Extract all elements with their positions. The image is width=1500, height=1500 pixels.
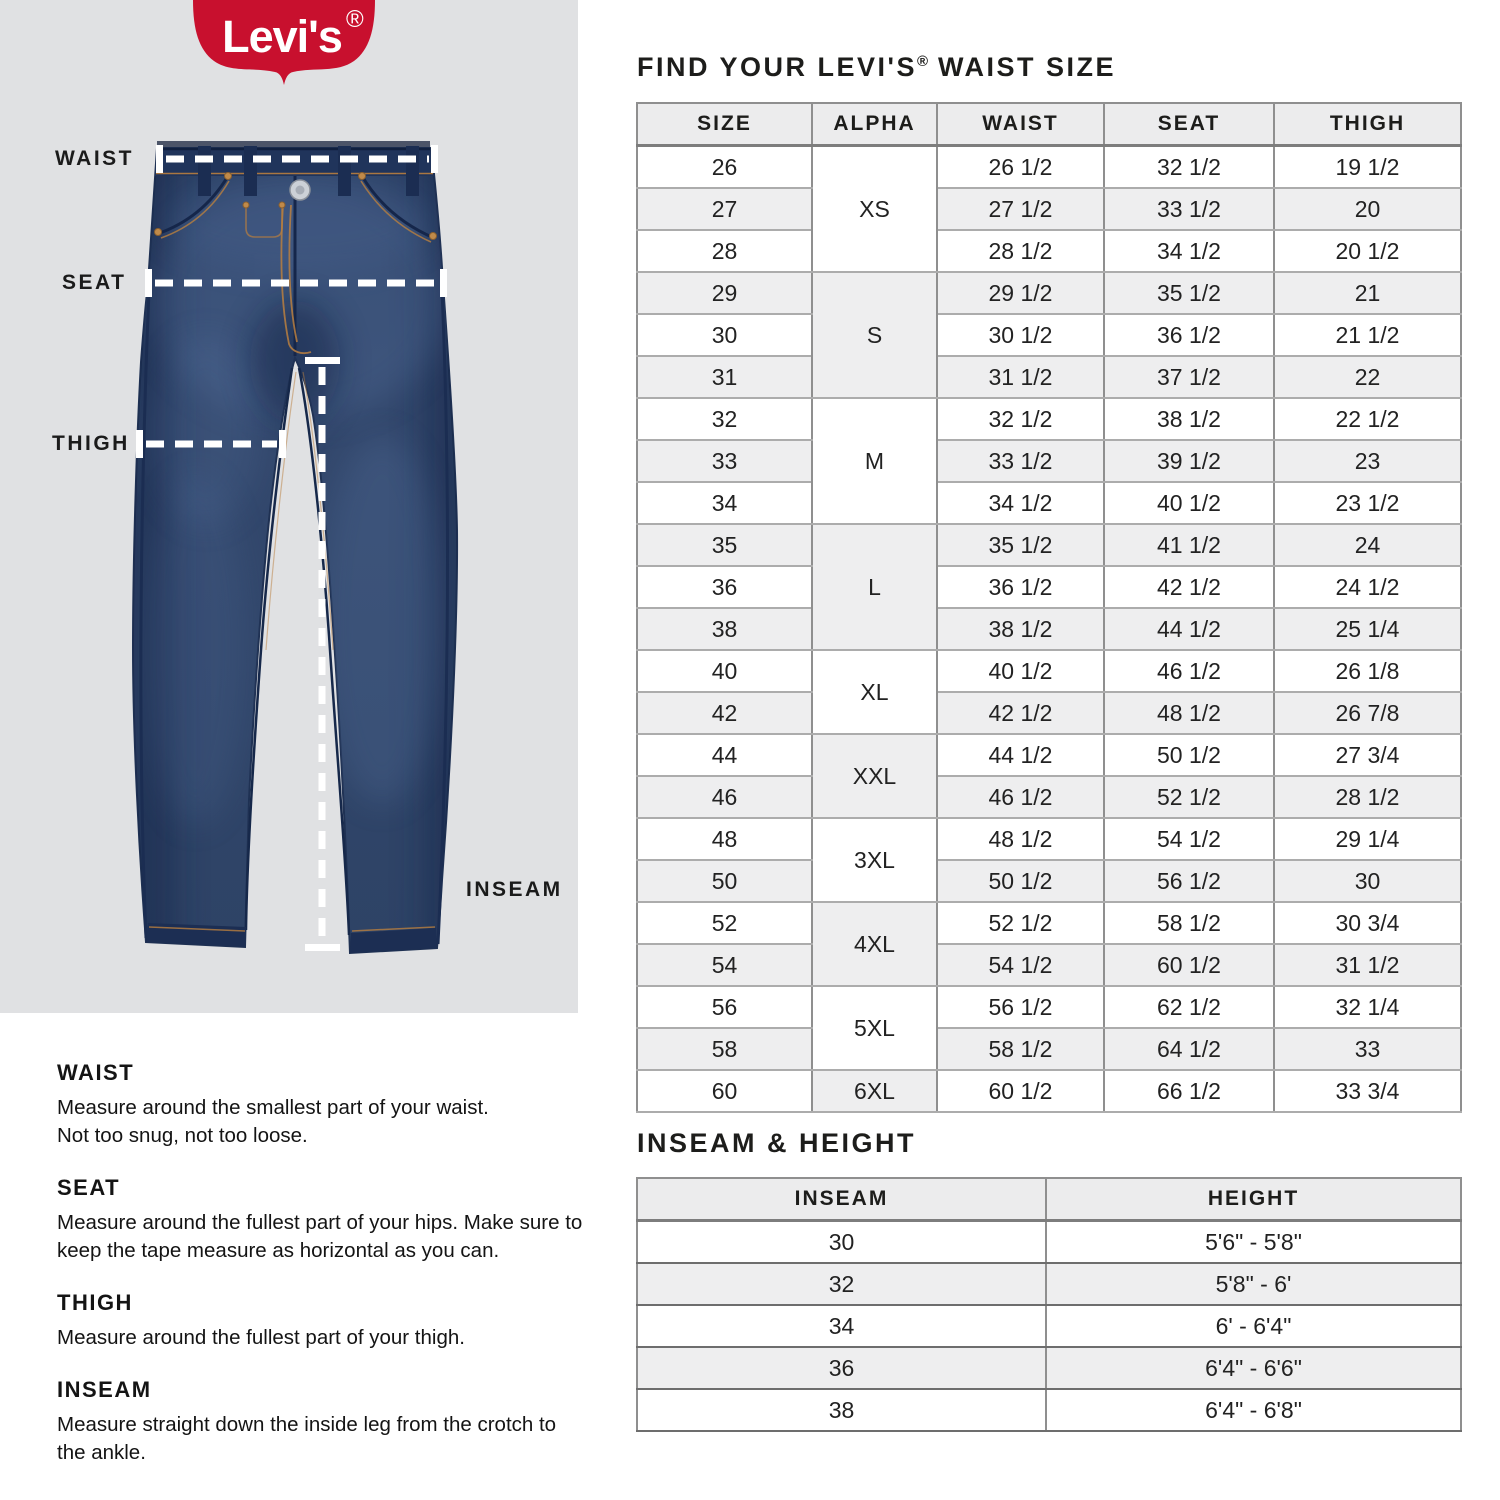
waist-cell: 58 1/2 <box>937 1028 1104 1070</box>
seat-cell: 41 1/2 <box>1104 524 1274 566</box>
seat-cell: 35 1/2 <box>1104 272 1274 314</box>
size-table-row <box>637 1028 1461 1070</box>
waist-cell: 29 1/2 <box>937 272 1104 314</box>
size-cell: 40 <box>637 650 812 692</box>
alpha-cell: XL <box>812 650 937 734</box>
size-cell: 31 <box>637 356 812 398</box>
thigh-cell: 24 1/2 <box>1274 566 1461 608</box>
inseam-height-title: INSEAM & HEIGHT <box>637 1128 917 1158</box>
waist-cell: 32 1/2 <box>937 398 1104 440</box>
size-table-row <box>637 986 1461 1028</box>
thigh-cell: 30 3/4 <box>1274 902 1461 944</box>
waist-cell: 40 1/2 <box>937 650 1104 692</box>
size-cell: 32 <box>637 398 812 440</box>
size-table-header: SIZE <box>637 103 812 146</box>
seat-cell: 62 1/2 <box>1104 986 1274 1028</box>
thigh-cell: 20 1/2 <box>1274 230 1461 272</box>
alpha-cell: 4XL <box>812 902 937 986</box>
size-table-row <box>637 566 1461 608</box>
guide-waist-text: Measure around the smallest part of your waist. Not too snug, not too loose. <box>57 1096 489 1147</box>
inseam-line-label: INSEAM <box>466 878 563 901</box>
size-table-row <box>637 692 1461 734</box>
seat-cell: 56 1/2 <box>1104 860 1274 902</box>
size-table-row <box>637 734 1461 776</box>
thigh-cell: 23 1/2 <box>1274 482 1461 524</box>
guide-waist <box>57 1060 595 1150</box>
seat-cell: 48 1/2 <box>1104 692 1274 734</box>
size-cell: 35 <box>637 524 812 566</box>
size-table-row <box>637 650 1461 692</box>
size-cell: 27 <box>637 188 812 230</box>
thigh-cell: 19 1/2 <box>1274 146 1461 189</box>
height-cell: 5'8" - 6' <box>1046 1263 1461 1305</box>
jeans-photo-panel <box>0 0 578 1013</box>
seat-cell: 38 1/2 <box>1104 398 1274 440</box>
thigh-cell: 32 1/4 <box>1274 986 1461 1028</box>
size-table-header: THIGH <box>1274 103 1461 146</box>
guide-thigh <box>57 1290 595 1352</box>
waist-cell: 54 1/2 <box>937 944 1104 986</box>
size-table-header: ALPHA <box>812 103 937 146</box>
guide-seat-text: Measure around the fullest part of your hips. Make sure to keep the tape measure as horizontal as you can. <box>57 1211 583 1262</box>
size-cell: 48 <box>637 818 812 860</box>
size-cell: 50 <box>637 860 812 902</box>
thigh-cell: 27 3/4 <box>1274 734 1461 776</box>
waist-cell: 26 1/2 <box>937 146 1104 189</box>
inseam-cell: 38 <box>637 1389 1046 1431</box>
inseam-height-table <box>636 1177 1462 1432</box>
size-cell: 52 <box>637 902 812 944</box>
size-table-row <box>637 1070 1461 1112</box>
thigh-cell: 29 1/4 <box>1274 818 1461 860</box>
seat-cell: 42 1/2 <box>1104 566 1274 608</box>
seat-cell: 39 1/2 <box>1104 440 1274 482</box>
size-table-row <box>637 146 1461 189</box>
size-table-row <box>637 230 1461 272</box>
size-table-row <box>637 902 1461 944</box>
thigh-cell: 24 <box>1274 524 1461 566</box>
size-cell: 28 <box>637 230 812 272</box>
inseam-table-row <box>637 1389 1461 1431</box>
alpha-cell: 3XL <box>812 818 937 902</box>
size-table-row <box>637 608 1461 650</box>
size-table-row <box>637 272 1461 314</box>
size-cell: 46 <box>637 776 812 818</box>
height-cell: 6' - 6'4" <box>1046 1305 1461 1347</box>
thigh-cell: 26 7/8 <box>1274 692 1461 734</box>
size-table-header: WAIST <box>937 103 1104 146</box>
inseam-table-row <box>637 1221 1461 1264</box>
thigh-cell: 20 <box>1274 188 1461 230</box>
seat-cell: 37 1/2 <box>1104 356 1274 398</box>
size-cell: 36 <box>637 566 812 608</box>
alpha-cell: XXL <box>812 734 937 818</box>
seat-cell: 58 1/2 <box>1104 902 1274 944</box>
waist-cell: 35 1/2 <box>937 524 1104 566</box>
seat-line-label: SEAT <box>62 271 127 294</box>
logo-wordmark: Levi's <box>222 11 342 62</box>
waist-cell: 38 1/2 <box>937 608 1104 650</box>
waist-cell: 30 1/2 <box>937 314 1104 356</box>
waist-cell: 60 1/2 <box>937 1070 1104 1112</box>
seat-cell: 34 1/2 <box>1104 230 1274 272</box>
thigh-cell: 22 1/2 <box>1274 398 1461 440</box>
title-registered-mark: ® <box>916 53 929 70</box>
alpha-cell: L <box>812 524 937 650</box>
size-cell: 34 <box>637 482 812 524</box>
seat-cell: 50 1/2 <box>1104 734 1274 776</box>
seat-cell: 54 1/2 <box>1104 818 1274 860</box>
size-cell: 38 <box>637 608 812 650</box>
thigh-line-label: THIGH <box>52 432 130 455</box>
logo-registered-mark: ® <box>346 6 364 33</box>
seat-cell: 60 1/2 <box>1104 944 1274 986</box>
seat-cell: 44 1/2 <box>1104 608 1274 650</box>
size-table-row <box>637 776 1461 818</box>
waist-line-label: WAIST <box>55 147 134 170</box>
thigh-cell: 30 <box>1274 860 1461 902</box>
size-cell: 56 <box>637 986 812 1028</box>
size-table <box>636 102 1462 1113</box>
waist-cell: 50 1/2 <box>937 860 1104 902</box>
size-table-row <box>637 398 1461 440</box>
thigh-cell: 21 <box>1274 272 1461 314</box>
thigh-cell: 31 1/2 <box>1274 944 1461 986</box>
seat-cell: 36 1/2 <box>1104 314 1274 356</box>
size-table-row <box>637 818 1461 860</box>
size-table-header: SEAT <box>1104 103 1274 146</box>
size-cell: 60 <box>637 1070 812 1112</box>
inseam-table-row <box>637 1347 1461 1389</box>
alpha-cell: S <box>812 272 937 398</box>
size-table-row <box>637 188 1461 230</box>
thigh-cell: 28 1/2 <box>1274 776 1461 818</box>
guide-thigh-heading: THIGH <box>57 1290 133 1315</box>
alpha-cell: 6XL <box>812 1070 937 1112</box>
alpha-cell: 5XL <box>812 986 937 1070</box>
thigh-cell: 21 1/2 <box>1274 314 1461 356</box>
thigh-cell: 33 <box>1274 1028 1461 1070</box>
seat-cell: 40 1/2 <box>1104 482 1274 524</box>
height-cell: 6'4" - 6'8" <box>1046 1389 1461 1431</box>
thigh-cell: 23 <box>1274 440 1461 482</box>
waist-cell: 33 1/2 <box>937 440 1104 482</box>
waist-cell: 27 1/2 <box>937 188 1104 230</box>
waist-cell: 44 1/2 <box>937 734 1104 776</box>
guide-seat <box>57 1175 595 1265</box>
waist-cell: 52 1/2 <box>937 902 1104 944</box>
alpha-cell: M <box>812 398 937 524</box>
levis-logo <box>193 0 375 85</box>
seat-cell: 32 1/2 <box>1104 146 1274 189</box>
size-cell: 44 <box>637 734 812 776</box>
waist-cell: 28 1/2 <box>937 230 1104 272</box>
size-table-row <box>637 944 1461 986</box>
waist-cell: 34 1/2 <box>937 482 1104 524</box>
waist-cell: 36 1/2 <box>937 566 1104 608</box>
inseam-cell: 34 <box>637 1305 1046 1347</box>
inseam-table-header: INSEAM <box>637 1178 1046 1221</box>
thigh-cell: 33 3/4 <box>1274 1070 1461 1112</box>
waist-cell: 42 1/2 <box>937 692 1104 734</box>
size-cell: 26 <box>637 146 812 189</box>
seat-cell: 52 1/2 <box>1104 776 1274 818</box>
waist-cell: 56 1/2 <box>937 986 1104 1028</box>
guide-inseam <box>57 1377 595 1467</box>
size-cell: 54 <box>637 944 812 986</box>
inseam-table-header: HEIGHT <box>1046 1178 1461 1221</box>
seat-cell: 46 1/2 <box>1104 650 1274 692</box>
inseam-cell: 30 <box>637 1221 1046 1264</box>
size-cell: 29 <box>637 272 812 314</box>
size-table-row <box>637 314 1461 356</box>
seat-cell: 33 1/2 <box>1104 188 1274 230</box>
guide-waist-heading: WAIST <box>57 1060 135 1085</box>
size-table-row <box>637 440 1461 482</box>
size-chart-title: FIND YOUR LEVI'S® WAIST SIZE <box>637 52 1117 82</box>
size-cell: 30 <box>637 314 812 356</box>
guide-thigh-text: Measure around the fullest part of your thigh. <box>57 1326 465 1349</box>
seat-cell: 66 1/2 <box>1104 1070 1274 1112</box>
thigh-cell: 22 <box>1274 356 1461 398</box>
inseam-table-row <box>637 1263 1461 1305</box>
size-cell: 33 <box>637 440 812 482</box>
size-table-row <box>637 482 1461 524</box>
thigh-cell: 25 1/4 <box>1274 608 1461 650</box>
jeans-button <box>290 180 310 200</box>
guide-inseam-text: Measure straight down the inside leg from the crotch to the ankle. <box>57 1413 557 1464</box>
size-table-row <box>637 524 1461 566</box>
size-cell: 42 <box>637 692 812 734</box>
height-cell: 5'6" - 5'8" <box>1046 1221 1461 1264</box>
size-table-row <box>637 356 1461 398</box>
waist-cell: 31 1/2 <box>937 356 1104 398</box>
inseam-cell: 32 <box>637 1263 1046 1305</box>
thigh-cell: 26 1/8 <box>1274 650 1461 692</box>
alpha-cell: XS <box>812 146 937 273</box>
guide-seat-heading: SEAT <box>57 1175 121 1200</box>
inseam-cell: 36 <box>637 1347 1046 1389</box>
waist-cell: 46 1/2 <box>937 776 1104 818</box>
guide-inseam-heading: INSEAM <box>57 1377 152 1402</box>
jeans-illustration <box>118 140 484 970</box>
waist-cell: 48 1/2 <box>937 818 1104 860</box>
size-cell: 58 <box>637 1028 812 1070</box>
height-cell: 6'4" - 6'6" <box>1046 1347 1461 1389</box>
measuring-guide <box>57 1060 595 1492</box>
size-table-row <box>637 860 1461 902</box>
seat-cell: 64 1/2 <box>1104 1028 1274 1070</box>
inseam-table-row <box>637 1305 1461 1347</box>
